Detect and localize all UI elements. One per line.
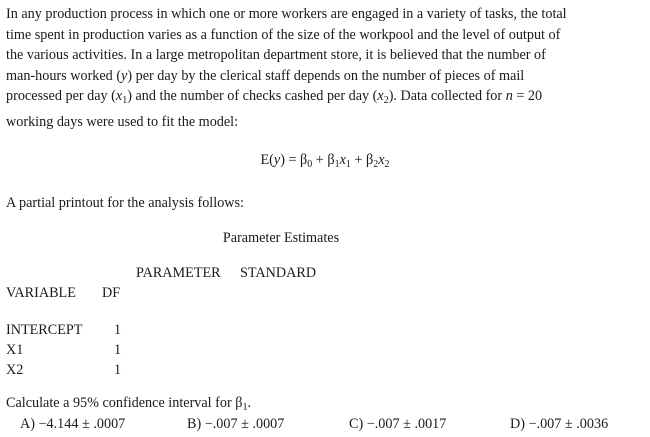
row-intercept-df: 1 bbox=[114, 322, 122, 338]
choice-d-text: −.007 ± .0036 bbox=[528, 416, 609, 432]
choice-a[interactable] bbox=[20, 414, 125, 434]
paragraph-line-2: time spent in production varies as a function of the size of the workpool and the level of output of bbox=[6, 26, 561, 43]
row-x1-df: 1 bbox=[114, 342, 122, 358]
answer-choices bbox=[0, 414, 650, 436]
paragraph-line-5: processed per day $(x_1)$ and the number of checks cashed per day $(x_2)$. Data collected for n = 20 bbox=[6, 88, 543, 107]
header-standard-line1: STANDARD bbox=[240, 265, 317, 281]
paragraph-line-1: In any production process in which one or more workers are engaged in a variety of tasks, the total bbox=[6, 6, 567, 22]
choice-d-letter: D) bbox=[510, 416, 525, 432]
model-equation: $E(y) = \beta_0 + \beta_1x_1 + \beta_2x_2$ bbox=[260, 152, 390, 170]
choice-c[interactable] bbox=[349, 414, 446, 434]
choice-c-text: −.007 ± .0017 bbox=[366, 416, 447, 432]
paragraph-line-4: man-hours worked (y) per day by the clerical staff depends on the number of pieces of mail bbox=[6, 67, 525, 84]
problem-paragraph bbox=[6, 4, 646, 133]
choice-b[interactable] bbox=[187, 414, 284, 434]
choice-a-letter: A) bbox=[20, 416, 35, 432]
choice-b-text: −.007 ± .0007 bbox=[204, 416, 285, 432]
header-df: DF bbox=[102, 285, 121, 301]
choice-d[interactable] bbox=[510, 414, 608, 434]
choice-a-text: −4.144 ± .0007 bbox=[38, 416, 126, 432]
choice-c-letter: C) bbox=[349, 416, 364, 432]
printout-intro: A partial printout for the analysis follows: bbox=[6, 195, 244, 211]
question-text: Calculate a 95% confidence interval for $\beta_1$. bbox=[6, 395, 252, 413]
row-x1-variable: X1 bbox=[6, 342, 24, 358]
row-intercept-variable: INTERCEPT bbox=[6, 322, 83, 338]
table-caption: Parameter Estimates bbox=[222, 230, 340, 246]
row-x2-df: 1 bbox=[114, 362, 122, 378]
choice-b-letter: B) bbox=[187, 416, 202, 432]
row-x2-variable: X2 bbox=[6, 362, 24, 378]
paragraph-line-3: the various activities. In a large metropolitan department store, it is believed that the number of bbox=[6, 47, 546, 64]
paragraph-line-6: working days were used to fit the model: bbox=[6, 113, 239, 130]
header-parameter-line1: PARAMETER bbox=[136, 265, 221, 281]
header-variable: VARIABLE bbox=[6, 285, 76, 301]
